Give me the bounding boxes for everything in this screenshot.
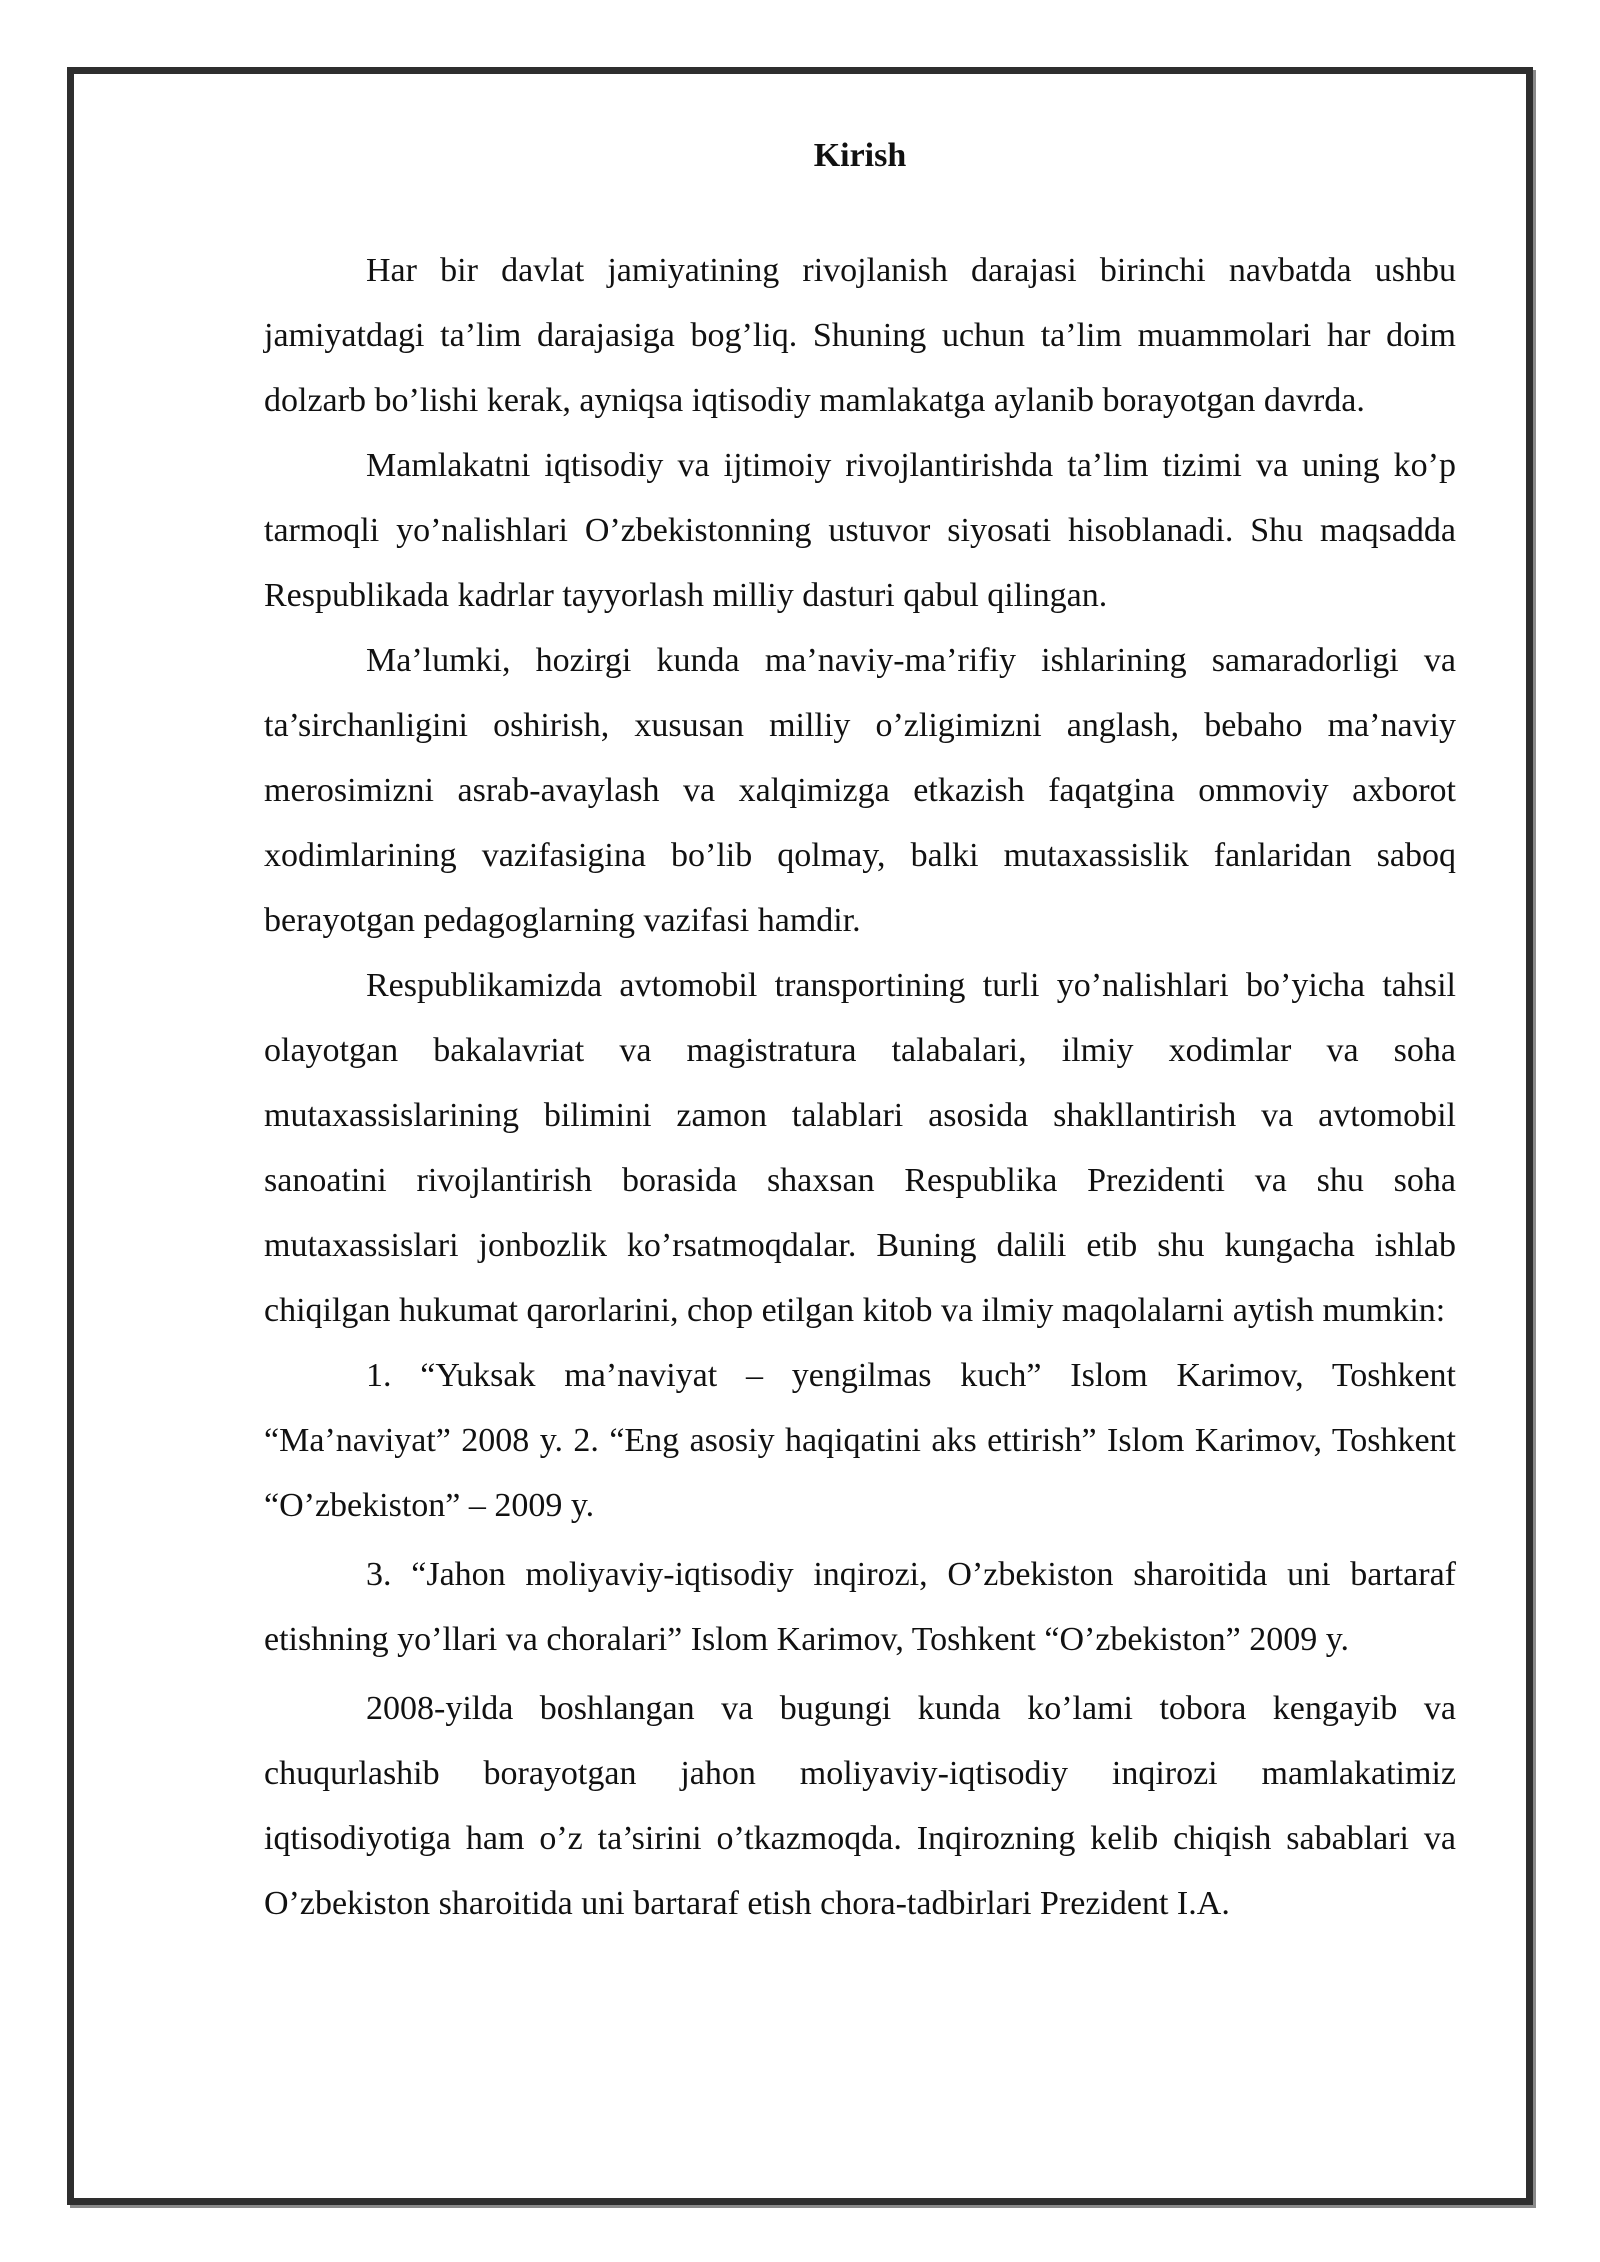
paragraph-5: 2008-yilda boshlangan va bugungi kunda ko’lami tobora kengayib va chuqurlashib borayotgan jahon moliyaviy-iqtisodiy inqirozi mamlakatimiz iqtisodiyotiga ham o’z ta’sirini o’tkazmoqda. Inqirozning kelib chiqish sabablari va O’zbekiston sharoitida uni bartaraf etish chora-tadbirlari Prezident I.A.	[264, 1690, 1456, 1922]
page-title: Kirish	[813, 137, 907, 174]
paragraph-1: Har bir davlat jamiyatining rivojlanish darajasi birinchi navbatda ushbu jamiyatdagi ta’lim darajasiga bog’liq. Shuning uchun ta’lim muammolari har doim dolzarb bo’lishi kerak, ayniqsa iqtisodiy mamlakatga aylanib borayotgan davrda.	[264, 252, 1456, 419]
document-body	[264, 238, 1456, 1936]
reference-list-item-3: 3. “Jahon moliyaviy-iqtisodiy inqirozi, O’zbekiston sharoitida uni bartaraf etishning yo’llari va choralari” Islom Karimov, Toshkent “O’zbekiston” 2009 y.	[264, 1556, 1456, 1658]
paragraph-3: Ma’lumki, hozirgi kunda ma’naviy-ma’rifiy ishlarining samaradorligi va ta’sirchanligini oshirish, xususan milliy o’zligimizni anglash, bebaho ma’naviy merosimizni asrab-avaylash va xalqimizga etkazish faqatgina ommoviy axborot xodimlarining vazifasigina bo’lib qolmay, balki mutaxassislik fanlaridan saboq berayotgan pedagoglarning vazifasi hamdir.	[264, 642, 1456, 939]
page-frame	[67, 67, 1533, 2205]
paragraph-2: Mamlakatni iqtisodiy va ijtimoiy rivojlantirishda ta’lim tizimi va uning ko’p tarmoqli yo’nalishlari O’zbekistonning ustuvor siyosati hisoblanadi. Shu maqsadda Respublikada kadrlar tayyorlash milliy dasturi qabul qilingan.	[264, 447, 1456, 614]
page-content	[264, 136, 1456, 1936]
reference-list-item-1-2: 1. “Yuksak ma’naviyat – yengilmas kuch” Islom Karimov, Toshkent “Ma’naviyat” 2008 y. 2. “Eng asosiy haqiqatini aks ettirish” Islom Karimov, Toshkent “O’zbekiston” – 2009 y.	[264, 1357, 1456, 1524]
paragraph-4: Respublikamizda avtomobil transportining turli yo’nalishlari bo’yicha tahsil olayotgan bakalavriat va magistratura talabalari, ilmiy xodimlar va soha mutaxassislarining bilimini zamon talablari asosida shakllantirish va avtomobil sanoatini rivojlantirish borasida shaxsan Respublika Prezidenti va shu soha mutaxassislari jonbozlik ko’rsatmoqdalar. Buning dalili etib shu kungacha ishlab chiqilgan hukumat qarorlarini, chop etilgan kitob va ilmiy maqolalarni aytish mumkin:	[264, 967, 1456, 1329]
